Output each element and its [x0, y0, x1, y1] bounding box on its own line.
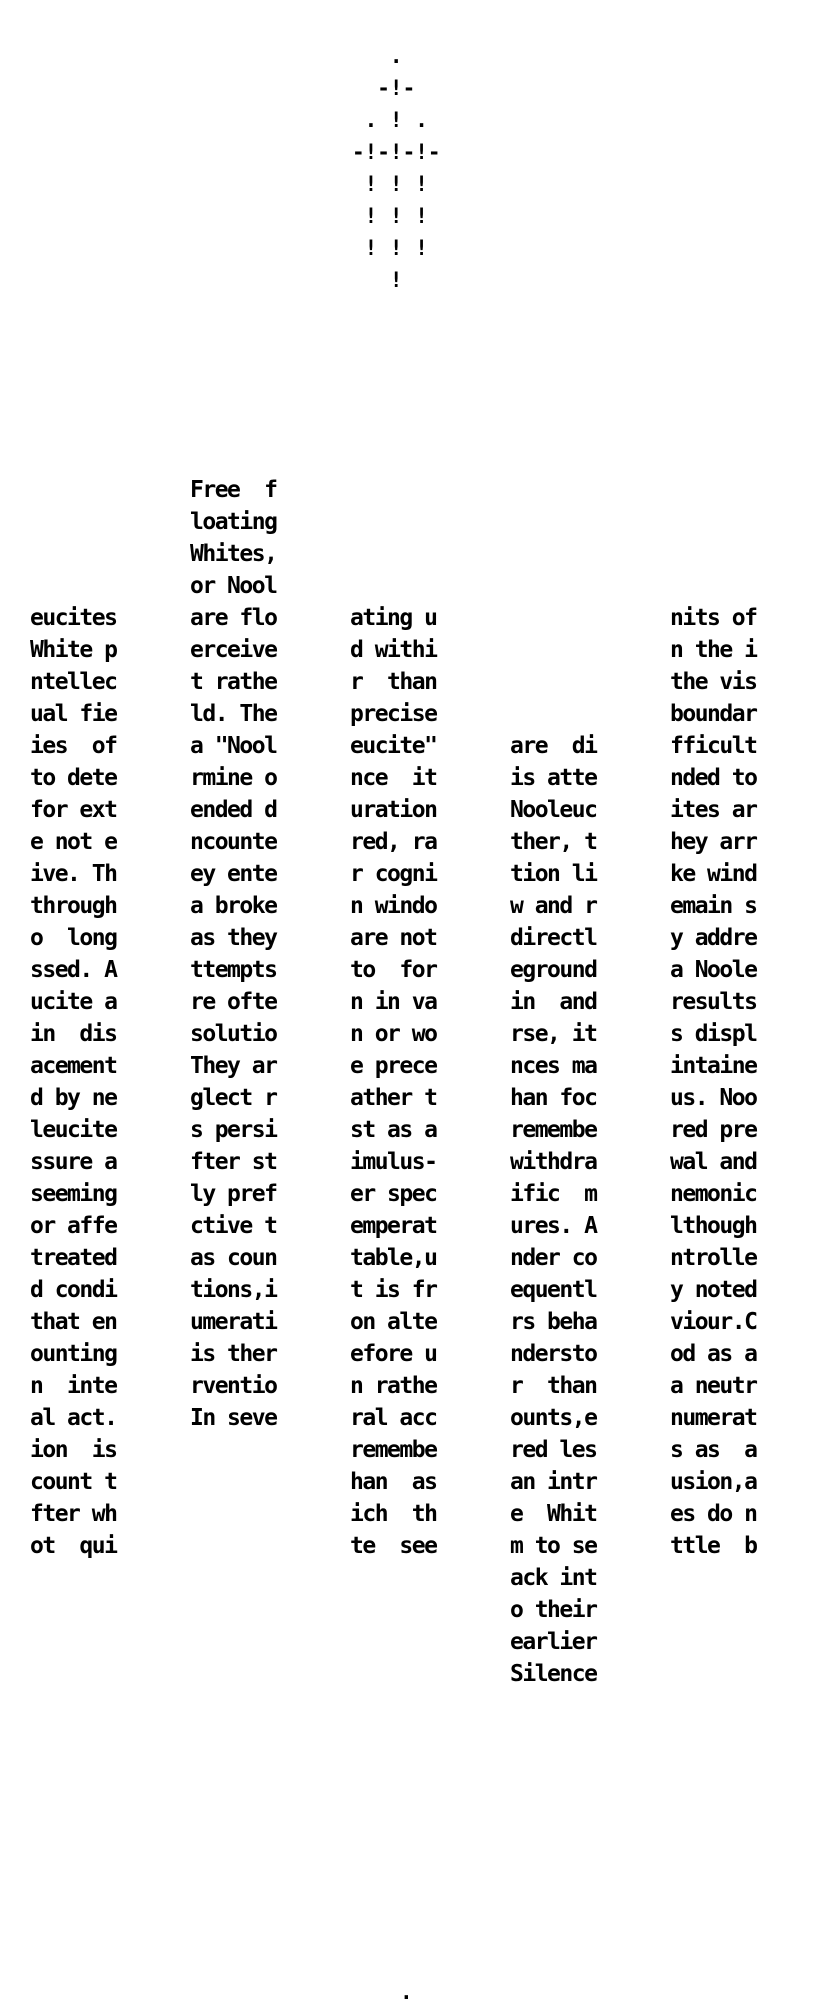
text-column-3: ating u d withi r than precise eucite" nce it uration red, ra r cogni n windo are not to for n in va n or wo e prece ather t st as a imulus- er spec emperat table,u t is fr on alte efore u n rathe ral acc remembe han as ich th te see — [350, 605, 437, 1559]
text-column-2: Free f loating Whites, or Nool are flo erceive t rathe ld. The a "Nool rmine o ended d ncounte ey ente a broke as they ttempts re ofte solutio They ar glect r s persi fter st ly pref ctive t as coun tions,i umerati is ther rventio In seve — [190, 477, 277, 1431]
text-column-4: are di is atte Nooleuc ther, t tion li w and r directl eground in and rse, it nces ma han foc remembe withdra ific m ures. A nder co equentl rs beha ndersto r than ounts,e red les an intr e Whit m to se ack int o their earlier Silence — [510, 733, 597, 1687]
text-column-1: eucites White p ntellec ual fie ies of to dete for ext e not e ive. Th through o long ssed. A ucite a in dis acement d by ne leucite ssure a seeming or affe treated d condi that en ounting n inte al act. ion is count t fter wh ot qui — [30, 605, 117, 1559]
footer-dot: . — [400, 1980, 413, 2004]
text-column-5: nits of n the i the vis boundar fficult nded to ites ar hey arr ke wind emain s y addre a Noole results s displ intaine us. Noo red pre wal and nemonic lthough ntrolle y noted viour.C od as a a neutr numerat s as a usion,a es do n ttle b — [670, 605, 757, 1559]
ascii-cross-emblem: . -!- . ! . -!-!-!- ! ! ! ! ! ! ! ! ! ! — [352, 44, 441, 292]
